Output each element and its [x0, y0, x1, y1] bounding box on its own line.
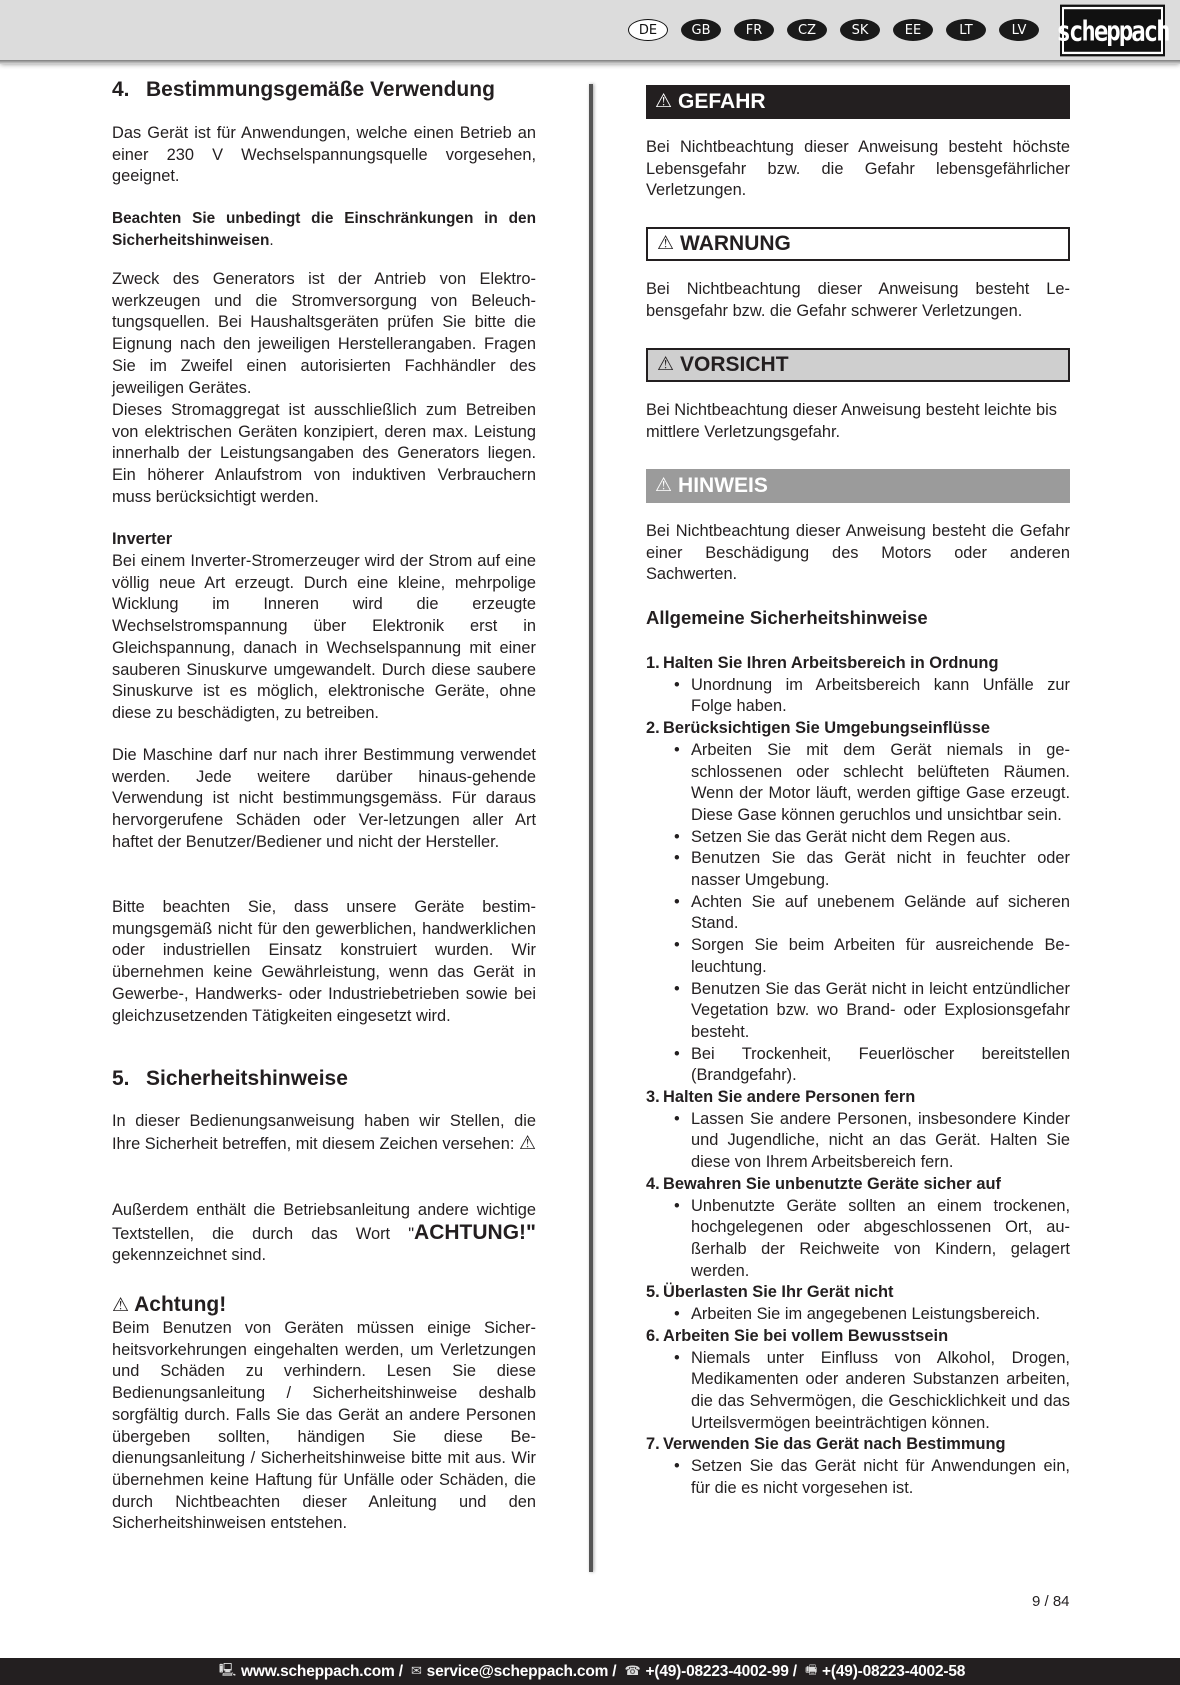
- language-tab-lv[interactable]: LV: [999, 19, 1039, 41]
- safety-bullet: • Unbenutzte Geräte sollten an einem trockenen, hochgelegenen oder abgeschlossenen Ort, außerhalb der Reichweite von Kindern, gelagert werden.: [646, 1196, 1070, 1283]
- safety-item-title: [646, 1326, 1070, 1348]
- warning-triangle-icon: ⚠: [112, 1294, 130, 1316]
- safety-bullet: • Niemals unter Einfluss von Alkohol, Drogen, Medikamenten oder anderen Substanzen arbeiten, die das Sehvermögen, die Geschicklichkeit und das Urteilsvermögen beeinträchtigen können.: [646, 1348, 1070, 1435]
- language-tabs: [628, 19, 1039, 41]
- safety-item-title-text: Bewahren Sie unbenutzte Geräte sicher auf: [663, 1174, 1001, 1193]
- signal-gefahr: [646, 85, 1070, 119]
- generator-purpose-paragraph: Zweck des Generators ist der Antrieb von Elektrowerkzeugen und die Stromversorgung von Beleuchtungsquellen. Bei Haushaltsgeräten prüfen Sie bitte die Eignung nach den jeweiligen Herstellerangaben. Fragen Sie im Zweifel einen autorisierten Fachhändler des jeweiligen Gerätes.: [112, 270, 536, 397]
- safety-item-title-text: Arbeiten Sie bei vollem Bewusstsein: [663, 1326, 949, 1345]
- safety-bullet: • Sorgen Sie beim Arbeiten für ausreichende Beleuchtung.: [646, 935, 1070, 978]
- signal-warnung: [646, 227, 1070, 261]
- signal-vorsicht: [646, 348, 1070, 382]
- section-number: 4.: [112, 78, 130, 101]
- computer-icon: 🖳: [218, 1662, 236, 1678]
- safety-item-title-text: Halten Sie andere Personen fern: [663, 1088, 916, 1107]
- separator: /: [394, 1662, 407, 1680]
- safety-item-title-text: Halten Sie Ihren Arbeitsbereich in Ordnung: [663, 654, 999, 672]
- footer-contact-bar: [0, 1658, 1180, 1685]
- safety-item-number: 5.: [646, 1283, 660, 1302]
- safety-bullet: • Setzen Sie das Gerät nicht dem Regen aus.: [646, 827, 1070, 849]
- safety-item-title: [646, 1282, 1070, 1304]
- page-header: [0, 0, 1180, 60]
- phone-number: +(49)-08223-4002-99: [645, 1662, 789, 1680]
- achtung-paragraph: Beim Benutzen von Geräten müssen einige Sicherheitsvorkehrungen eingehalten werden, um Verletzungen und Schäden zu verhindern. Lesen Sie diese Bedienungsanleitung / Sicherheitshinweise deshalb sorgfältig durch. Falls Sie das Gerät an andere Personen übergeben sollten, händigen Sie diese Bedienungsanleitung / Sicherheitshinweise bitte mit aus. Wir übernehmen keine Haftung für Unfälle oder Schäden, die durch Nichtbeachten dieser Anleitung und den Sicherheitshinweisen entstehen.: [112, 1319, 536, 1533]
- safety-item-number: 3.: [646, 1088, 660, 1107]
- section-4-heading: [112, 79, 495, 101]
- warning-triangle-icon: ⚠: [655, 90, 673, 113]
- achtung-word-end: gekennzeichnet sind.: [112, 1246, 266, 1265]
- safety-item-title: [646, 1087, 1070, 1109]
- safety-item-number: 6.: [646, 1326, 660, 1345]
- signal-label: VORSICHT: [680, 353, 789, 377]
- language-tab-fr[interactable]: FR: [734, 19, 774, 41]
- scheppach-logo: scheppach: [1060, 5, 1165, 57]
- section-5-heading: [112, 1068, 348, 1090]
- signal-label: HINWEIS: [678, 474, 768, 498]
- safety-item-number: 2.: [646, 719, 660, 738]
- fax-number: +(49)-08223-4002-58: [822, 1662, 966, 1680]
- achtung-word-paragraph: [112, 1200, 536, 1267]
- section-number: 5.: [112, 1067, 130, 1090]
- separator: /: [608, 1662, 621, 1680]
- safety-item-title-text: Überlasten Sie Ihr Gerät nicht: [663, 1283, 894, 1302]
- language-tab-ee[interactable]: EE: [893, 19, 933, 41]
- signal-vorsicht-text: Bei Nichtbeachtung dieser Anweisung besteht leichte bis mittlere Verletzungsgefahr.: [646, 401, 1057, 441]
- general-safety-list: [646, 653, 1070, 1499]
- column-divider: [589, 84, 593, 1572]
- restrictions-note-end: .: [269, 231, 274, 249]
- email-icon: ✉: [410, 1664, 422, 1679]
- fax-icon: 🖷: [804, 1662, 818, 1678]
- website-link[interactable]: www.scheppach.com: [240, 1662, 395, 1680]
- section-title: Sicherheitshinweise: [146, 1067, 348, 1090]
- usage-liability-paragraph: Die Maschine darf nur nach ihrer Bestimmung verwendet werden. Jede weitere darüber hinaus-gehende Verwendung ist nicht bestimmungsgemäss. Für daraus hervorgerufene Schäden oder Ver-letzungen aller Art haftet der Benutzer/Bediener und nicht der Hersteller.: [112, 746, 536, 851]
- email-link[interactable]: service@scheppach.com: [426, 1662, 609, 1680]
- warning-triangle-icon: ⚠: [657, 232, 675, 255]
- page-number: 9 / 84: [1032, 1593, 1070, 1610]
- safety-bullet: • Lassen Sie andere Personen, insbesondere Kinder und Jugendliche, nicht an das Gerät. Halten Sie diese von Ihrem Arbeitsbereich fern.: [646, 1109, 1070, 1174]
- safety-symbol-text: In dieser Bedienungsanweisung haben wir Stellen, die Ihre Sicherheit betreffen, mit diesem Zeichen versehen:: [112, 1112, 536, 1153]
- safety-bullet: • Arbeiten Sie mit dem Gerät niemals in geschlossenen oder schlecht belüfteten Räumen. Wenn der Motor läuft, werden giftige Gase erzeugt. Diese Gase können geruchlos und unsichtbar sein.: [646, 740, 1070, 827]
- restrictions-note-bold: Beachten Sie unbedingt die Einschränkungen in den Sicherheitshinweisen: [112, 210, 536, 249]
- signal-hinweis: [646, 469, 1070, 503]
- safety-bullet: • Setzen Sie das Gerät nicht für Anwendungen ein, für die es nicht vorgesehen ist.: [646, 1456, 1070, 1499]
- phone-icon: ☎: [624, 1664, 641, 1679]
- safety-bullet: • Arbeiten Sie im angegebenen Leistungsbereich.: [646, 1304, 1070, 1326]
- language-tab-lt[interactable]: LT: [946, 19, 986, 41]
- restrictions-note: [112, 208, 536, 251]
- inverter-heading: Inverter: [112, 530, 173, 548]
- safety-item-title-text: Berücksichtigen Sie Umgebungseinflüsse: [663, 719, 990, 738]
- signal-label: WARNUNG: [680, 232, 791, 256]
- header-shadow-line: [0, 60, 1180, 64]
- warning-triangle-icon: ⚠: [655, 474, 673, 497]
- language-tab-de[interactable]: DE: [628, 19, 668, 41]
- safety-item-title: [646, 718, 1070, 740]
- general-safety-heading: Allgemeine Sicherheitshinweise: [646, 607, 928, 628]
- safety-item-number: 1.: [646, 654, 660, 672]
- safety-item-title: [646, 653, 1070, 675]
- safety-bullet: • Bei Trockenheit, Feuerlöscher bereitstellen (Brandgefahr).: [646, 1044, 1070, 1087]
- safety-item-title: [646, 1174, 1070, 1196]
- intended-use-paragraph: Das Gerät ist für Anwendungen, welche einen Betrieb an einer 230 V Wechselspannungsquelle vorgesehen, geeignet.: [112, 124, 536, 186]
- achtung-word-emphasis: ACHTUNG!": [414, 1220, 536, 1244]
- safety-item-title-text: Verwenden Sie das Gerät nach Bestimmung: [663, 1435, 1006, 1454]
- safety-bullet: • Achten Sie auf unebenem Gelände auf sicheren Stand.: [646, 892, 1070, 935]
- safety-bullet: • Benutzen Sie das Gerät nicht in feuchter oder nasser Umgebung.: [646, 848, 1070, 891]
- section-title: Bestimmungsgemäße Verwendung: [146, 78, 495, 101]
- warning-triangle-icon: ⚠: [657, 353, 675, 376]
- signal-label: GEFAHR: [678, 90, 766, 114]
- separator: /: [788, 1662, 801, 1680]
- safety-symbol-paragraph: [112, 1111, 536, 1155]
- inverter-paragraph: Bei einem Inverter-Stromerzeuger wird der Strom auf eine völlig neue Art erzeugt. Durch eine kleine, mehrpolige Wicklung im Inneren wird die erzeugte Wechselstromspannung über Elektronik erst in Gleichspannung, danach in Wechselspannung mit einer sauberen Sinuskurve umgewandelt. Durch diese saubere Sinuskurve ist es möglich, elektronische Geräte, ohne diese zu beschädigten, zu betreiben.: [112, 552, 536, 722]
- achtung-heading: [112, 1294, 226, 1317]
- power-unit-paragraph: Dieses Stromaggregat ist ausschließlich zum Betreiben von elektrischen Geräten konzipiert, deren max. Leistung innerhalb der Leistungsangaben des Generators liegen. Ein höherer Anlaufstrom von induktiven Verbrauchern muss berücksichtigt werden.: [112, 401, 536, 506]
- warning-triangle-icon: ⚠: [518, 1131, 536, 1154]
- achtung-word-text: Außerdem enthält die Betriebsanleitung andere wichtige Textstellen, die durch das Wort ": [112, 1201, 536, 1243]
- safety-bullet: • Unordnung im Arbeitsbereich kann Unfälle zur Folge haben.: [646, 675, 1070, 718]
- signal-warnung-text: Bei Nichtbeachtung dieser Anweisung besteht Lebensgefahr bzw. die Gefahr schwerer Verletzungen.: [646, 280, 1070, 320]
- achtung-title: Achtung!: [134, 1293, 227, 1316]
- signal-gefahr-text: Bei Nichtbeachtung dieser Anweisung besteht höchste Lebensgefahr bzw. die Gefahr lebensgefährlicher Verletzungen.: [646, 138, 1070, 200]
- safety-item-number: 7.: [646, 1435, 660, 1454]
- language-tab-cz[interactable]: CZ: [787, 19, 827, 41]
- language-tab-gb[interactable]: GB: [681, 19, 721, 41]
- commercial-use-paragraph: Bitte beachten Sie, dass unsere Geräte bestimmungsgemäß nicht für den gewerblichen, handwerklichen oder industriellen Einsatz konstruiert wurden. Wir übernehmen keine Gewährleistung, wenn das Gerät in Gewerbe-, Handwerks- oder Industriebetrieben sowie bei gleichzusetzenden Tätigkeiten eingesetzt wird.: [112, 898, 536, 1025]
- safety-item-title: [646, 1434, 1070, 1456]
- safety-bullet: • Benutzen Sie das Gerät nicht in leicht entzündlicher Vegetation bzw. wo Brand- oder Explosionsgefahr besteht.: [646, 979, 1070, 1044]
- language-tab-sk[interactable]: SK: [840, 19, 880, 41]
- safety-item-number: 4.: [646, 1174, 660, 1193]
- signal-hinweis-text: Bei Nichtbeachtung dieser Anweisung besteht die Gefahr einer Beschädigung des Motors oder anderen Sachwerten.: [646, 522, 1070, 584]
